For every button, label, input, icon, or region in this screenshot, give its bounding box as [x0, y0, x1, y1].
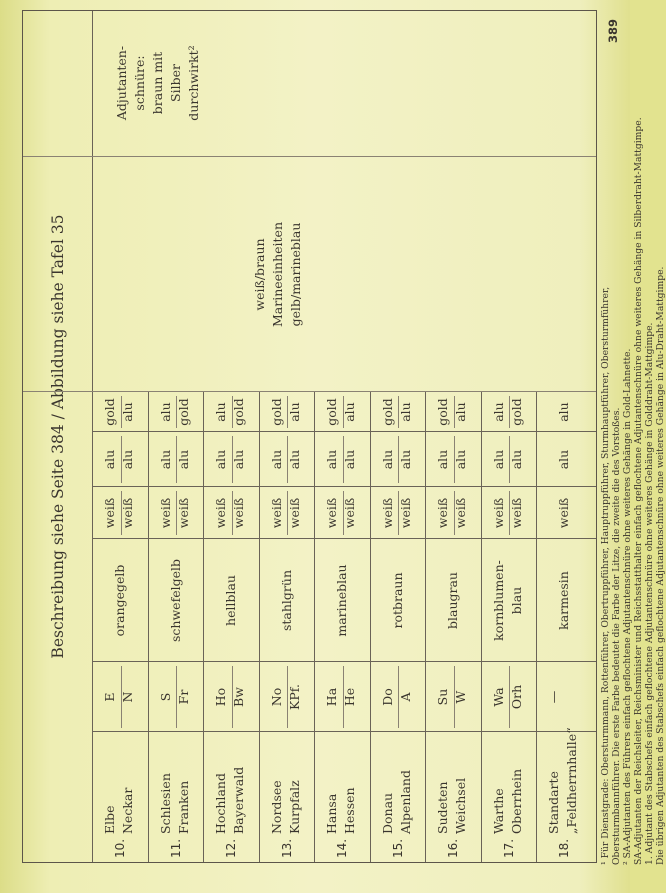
metal-value: weiß — [213, 497, 228, 529]
unit-name: Hessen — [342, 787, 357, 834]
unit-name: Elbe — [102, 805, 117, 834]
metal-value: alu — [120, 449, 135, 470]
metal-value: gold — [231, 398, 246, 426]
unit-abbreviation: Do — [379, 688, 395, 706]
metal-value: weiß — [286, 497, 302, 529]
unit-name: Weichsel — [453, 777, 468, 834]
adjutant-cord-note: Adjutanten- — [114, 45, 129, 121]
adjutant-cord-note: durchwirkt² — [186, 45, 201, 121]
unit-name: Warthe — [490, 788, 506, 834]
unit-name: Sudeten — [435, 781, 450, 834]
metal-value: alu — [490, 449, 506, 470]
color-value: hellblau — [223, 575, 238, 626]
unit-abbreviation: E — [102, 692, 117, 702]
metal-value: alu — [157, 449, 173, 470]
footnote-line: SA-Adjutanten der Reichsleiter, Reichsminister und Reichsstatthalter einfach geflochtene Adjutantenschnüre ohne weiteres Gehänge in Silberdraht-Mattgimpe. — [633, 117, 644, 865]
metal-value: gold — [508, 398, 524, 426]
adjutant-cord-note: braun mit — [150, 51, 165, 115]
unit-name: Schlesien — [157, 773, 173, 834]
unit-name: „Feldherrnhalle“ — [564, 727, 579, 834]
metal-value: alu — [157, 402, 173, 422]
uniform-color-table — [22, 10, 597, 863]
metal-value: alu — [231, 449, 246, 470]
metal-value: alu — [213, 449, 228, 470]
unit-abbreviation: Ho — [213, 687, 228, 707]
metal-value: weiß — [379, 497, 395, 529]
metal-value: alu — [490, 402, 506, 422]
unit-name: Nordsee — [268, 780, 284, 834]
unit-name: Oberrhein — [508, 768, 524, 834]
header-row — [23, 11, 93, 862]
color-value: stahlgrün — [278, 569, 294, 632]
marine-unit-note: Marineeinheiten — [270, 221, 285, 328]
metal-value: alu — [342, 402, 357, 422]
metal-value: alu — [453, 402, 468, 422]
row-number: 13. — [279, 838, 294, 858]
row-number: 16. — [446, 838, 460, 858]
metal-value: weiß — [175, 497, 191, 529]
page-number: 389 — [606, 18, 620, 43]
metal-value: weiß — [268, 497, 284, 529]
unit-name: Franken — [175, 780, 191, 834]
metal-value: weiß — [120, 497, 135, 529]
unit-name: Hochland — [213, 773, 228, 834]
color-value: blaugrau — [445, 572, 460, 629]
row-number: 11. — [168, 838, 183, 858]
metal-value: gold — [435, 398, 450, 426]
metal-value: weiß — [397, 497, 413, 529]
metal-value: gold — [268, 398, 284, 426]
footnote-line: ² SA-Adjutanten des Führers einfach geflochtene Adjutantenschnüre ohne weiteres Gehänge in Gold-Lahnette. — [622, 348, 633, 865]
unit-abbreviation: KPf. — [286, 684, 302, 710]
unit-abbreviation: W — [453, 690, 468, 704]
marine-unit-note: weiß/braun — [252, 238, 267, 311]
unit-abbreviation: Su — [435, 688, 450, 706]
metal-value: alu — [342, 449, 357, 470]
unit-abbreviation: — — [546, 690, 561, 704]
row-number: 17. — [501, 838, 516, 858]
metal-value: gold — [379, 398, 395, 426]
metal-value: gold — [102, 398, 117, 426]
unit-name: Hansa — [324, 793, 339, 834]
metal-value: gold — [324, 398, 339, 426]
metal-value: weiß — [342, 497, 357, 529]
metal-value: weiß — [508, 497, 524, 529]
metal-value: alu — [175, 449, 191, 470]
row-number: 18. — [557, 838, 571, 858]
row-number: 14. — [335, 838, 349, 858]
color-value: schwefelgelb — [167, 559, 183, 642]
metal-value: alu — [268, 449, 284, 470]
footnote-line: Die übrigen Adjutanten des Stabschefs einfach geflochtene Adjutantenschnüre ohne weiteres Gehänge in Alu-Draht-Mattgimpe. — [655, 266, 666, 865]
adjutant-cord-note: schnüre: — [132, 55, 147, 111]
unit-name: Donau — [379, 792, 395, 834]
color-value: rotbraun — [389, 572, 405, 629]
unit-name: Bayerwald — [231, 766, 246, 834]
unit-abbreviation: N — [120, 691, 135, 703]
metal-value: gold — [175, 398, 191, 426]
metal-value: weiß — [556, 497, 571, 529]
metal-value: alu — [286, 402, 302, 422]
metal-value: alu — [102, 449, 117, 470]
metal-value: alu — [508, 449, 524, 470]
metal-value: alu — [453, 449, 468, 470]
metal-value: alu — [397, 449, 413, 470]
row-number: 15. — [390, 838, 405, 858]
unit-abbreviation: A — [397, 692, 413, 702]
metal-value: weiß — [231, 497, 246, 529]
unit-abbreviation: Ha — [324, 687, 339, 707]
unit-abbreviation: Wa — [490, 687, 506, 707]
unit-abbreviation: Fr — [175, 689, 191, 705]
metal-value: alu — [286, 449, 302, 470]
unit-name: Alpenland — [397, 770, 413, 834]
footnote-line: ¹ Für Dienstgrade: Obersturmmann, Rottenführer, Obertruppführer, Hauptruppführer, Sturmhauptführer, Obersturmführer, — [600, 286, 611, 865]
unit-abbreviation: He — [342, 687, 357, 707]
marine-unit-note: gelb/marineblau — [288, 222, 303, 327]
color-value: kornblumen- — [490, 560, 506, 641]
description-line: Beschreibung siehe Seite 384 / Abbildung siehe Tafel 35 — [49, 214, 67, 659]
metal-value: alu — [435, 449, 450, 470]
footnotes — [600, 85, 666, 865]
color-value: karmesin — [556, 571, 571, 630]
metal-value: alu — [324, 449, 339, 470]
metal-value: weiß — [324, 497, 339, 529]
unit-abbreviation: No — [268, 687, 284, 707]
metal-value: alu — [120, 402, 135, 422]
column-divider — [23, 156, 596, 157]
metal-value: alu — [556, 449, 571, 470]
metal-value: alu — [397, 402, 413, 422]
color-value: marineblau — [334, 564, 349, 637]
row-number: 12. — [224, 838, 238, 858]
metal-value: weiß — [453, 497, 468, 529]
footnote-line: Obersturmbannführer. Die erste Farbe bedeutet die Farbe der Litze, die zweite die des Vorstoßes. — [611, 407, 622, 865]
metal-value: weiß — [157, 497, 173, 529]
unit-name: Neckar — [120, 787, 135, 834]
metal-value: alu — [556, 402, 571, 422]
footnote-line: 1. Adjutant des Stabschefs einfach geflochtene Adjutantenschnüre ohne weiteres Gehänge in Golddraht-Mattgimpe. — [644, 322, 655, 865]
metal-value: weiß — [490, 497, 506, 529]
metal-value: weiß — [435, 497, 450, 529]
color-value: orangegelb — [112, 564, 127, 637]
unit-abbreviation: Bw — [231, 687, 246, 707]
row-number: 10. — [113, 838, 127, 858]
color-value: blau — [508, 586, 524, 615]
unit-abbreviation: S — [157, 692, 173, 702]
unit-abbreviation: Orh — [508, 684, 524, 710]
metal-value: alu — [213, 402, 228, 422]
metal-value: alu — [379, 449, 395, 470]
unit-name: Kurpfalz — [286, 780, 302, 834]
adjutant-cord-note: Silber — [168, 64, 183, 102]
metal-value: weiß — [102, 497, 117, 529]
unit-name: Standarte — [546, 771, 561, 834]
